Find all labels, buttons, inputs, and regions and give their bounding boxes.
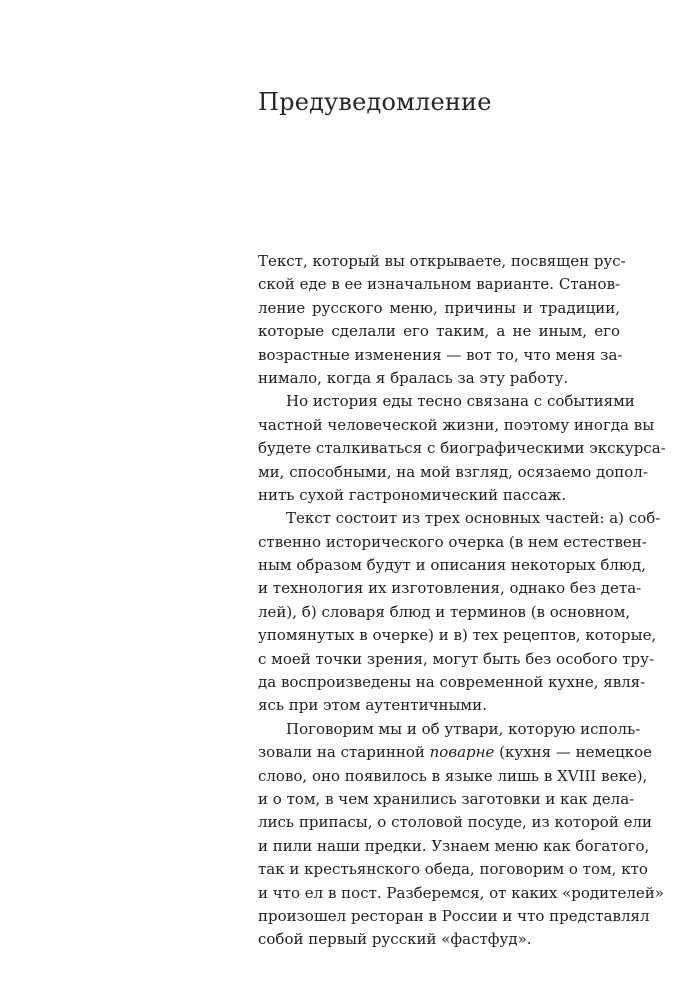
text-line: Текст, который вы открываете, посвящен рус- [258, 252, 626, 270]
text-line: ление русского меню, причины и традиции, [258, 298, 620, 317]
text-line: и что ел в пост. Разберемся, от каких «родителей» [258, 883, 664, 902]
text-line: и о том, в чем хранились заготовки и как дела- [258, 789, 635, 808]
text-line: нимало, когда я бралась за эту работу. [258, 368, 569, 387]
text-line: ской еде в ее изначальном варианте. Станов- [258, 275, 621, 294]
text-line: произошел ресторан в России и что представлял [258, 906, 650, 925]
text-line: Текст состоит из трех основных частей: а) соб- [286, 509, 661, 528]
text-line: и пили наши предки. Узнаем меню как богатого, [258, 836, 650, 855]
text-line: лей), б) словаря блюд и терминов (в основном, [258, 602, 631, 621]
text-line: так и крестьянского обеда, поговорим о том, кто [258, 860, 648, 879]
page-title: Предуведомление [258, 88, 492, 117]
paragraph-3 [258, 507, 661, 718]
body-text [258, 250, 666, 952]
text-line: упомянутых в очерке) и в) тех рецептов, которые, [258, 626, 657, 645]
text-fragment: (кухня — немецкое [494, 743, 652, 762]
text-line: собой первый русский «фастфуд». [258, 930, 532, 949]
text-line: Поговорим мы и об утвари, которую исполь- [286, 719, 641, 738]
italic-term: поварне [429, 743, 495, 762]
text-line: и технология их изготовления, однако без дета- [258, 579, 642, 598]
text-line: с моей точки зрения, могут быть без особого тру- [258, 649, 655, 668]
text-line: которые сделали его таким, а не иным, его [258, 322, 620, 341]
text-line: лись припасы, о столовой посуде, из которой ели [258, 813, 652, 832]
text-line: возрастные изменения — вот то, что меня за- [258, 345, 623, 364]
paragraph-2 [258, 390, 666, 507]
text-line: нить сухой гастрономический пассаж. [258, 485, 567, 504]
text-line: ми, способными, на мой взгляд, осязаемо допол- [258, 462, 648, 481]
text-fragment: зовали на старинной [258, 743, 430, 762]
text-line: Но история еды тесно связана с событиями [286, 392, 635, 411]
text-line: да воспроизведены на современной кухне, явля- [258, 673, 646, 692]
text-line: ным образом будут и описания некоторых блюд, [258, 556, 646, 575]
paragraph-4 [258, 718, 664, 952]
text-line-with-italic [258, 741, 652, 764]
text-line: слово, оно появилось в языке лишь в XVIII веке), [258, 766, 648, 785]
text-line: ясь при этом аутентичными. [258, 696, 487, 715]
text-line: будете сталкиваться с биографическими экскурса- [258, 439, 666, 458]
paragraph-1 [258, 250, 626, 390]
text-line: частной человеческой жизни, поэтому иногда вы [258, 415, 655, 434]
text-line: ственно исторического очерка (в нем естествен- [258, 532, 647, 551]
